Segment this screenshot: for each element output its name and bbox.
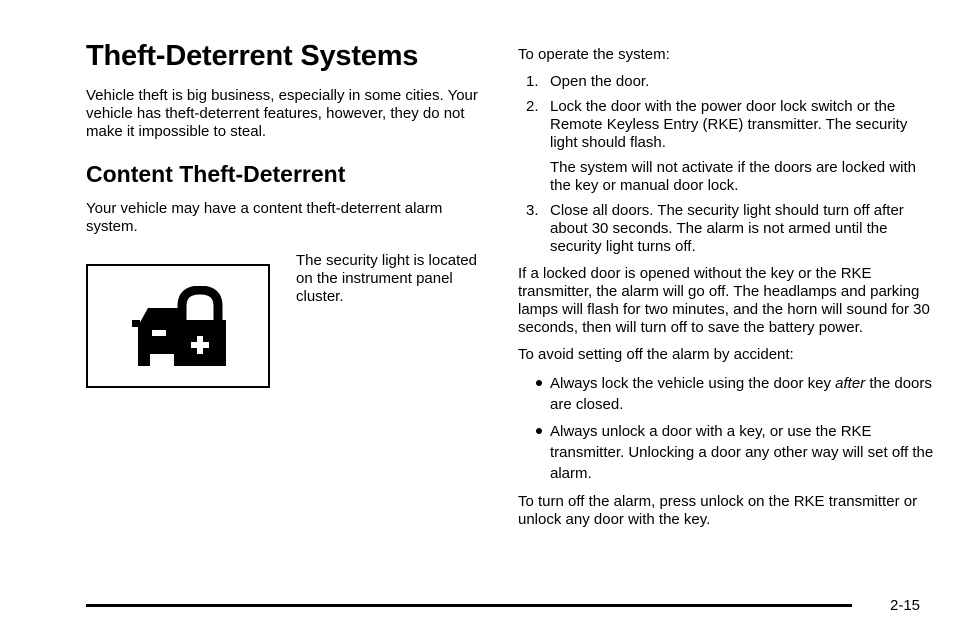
step-number: 2. (526, 98, 539, 115)
tip-item (518, 373, 938, 415)
operation-steps (518, 73, 938, 256)
tip-text-before: Always lock the vehicle using the door key (550, 375, 836, 392)
locked-door-paragraph: If a locked door is opened without the key or the RKE transmitter, the alarm will go off. The headlamps and parking lamps will flash for two minutes, and the horn will sound for 30 seconds, then will turn off to save the battery power. (518, 265, 930, 336)
step-number: 3. (526, 202, 539, 219)
step-item (518, 202, 938, 256)
security-light-caption: The security light is located on the instrument panel cluster. (296, 251, 477, 305)
step-number: 1. (526, 73, 539, 90)
tip-emphasis: after (835, 375, 866, 392)
icon-frame (86, 264, 270, 388)
step-text: Lock the door with the power door lock switch or the Remote Keyless Entry (RKE) transmitter. The security light should flash. (550, 98, 908, 151)
intro-paragraph: Vehicle theft is big business, especially in some cities. Your vehicle has theft-deterrent features, however, they do not make it impossible to steal. (86, 87, 478, 141)
tip-text: Always unlock a door with a key, or use the RKE transmitter. Unlocking a door any other way will set off the alarm. (550, 423, 934, 482)
content-intro-paragraph: Your vehicle may have a content theft-deterrent alarm system. (86, 199, 443, 235)
operate-intro: To operate the system: (518, 46, 670, 63)
security-light-icon (128, 286, 228, 368)
step-item (518, 98, 938, 195)
avoid-intro: To avoid setting off the alarm by accident: (518, 346, 794, 363)
tip-item (518, 421, 938, 484)
step-note: The system will not activate if the doors are locked with the key or manual door lock. (550, 159, 916, 194)
step-text: Open the door. (550, 73, 650, 90)
section-heading: Content Theft-Deterrent (86, 161, 346, 188)
left-column (86, 40, 486, 392)
tips-list (518, 373, 938, 484)
bullet-icon (536, 428, 542, 434)
bullet-icon (536, 380, 542, 386)
right-column (518, 46, 938, 538)
tip-text-after: the doors are closed. (550, 375, 932, 413)
page-title: Theft-Deterrent Systems (86, 40, 419, 72)
footer-rule (86, 604, 852, 607)
figure-row (86, 252, 486, 392)
step-text: Close all doors. The security light should turn off after about 30 seconds. The alarm is not armed until the security light turns off. (550, 202, 904, 255)
page-number: 2-15 (890, 597, 921, 614)
step-item (518, 73, 938, 91)
turn-off-paragraph: To turn off the alarm, press unlock on the RKE transmitter or unlock any door with the key. (518, 493, 918, 528)
